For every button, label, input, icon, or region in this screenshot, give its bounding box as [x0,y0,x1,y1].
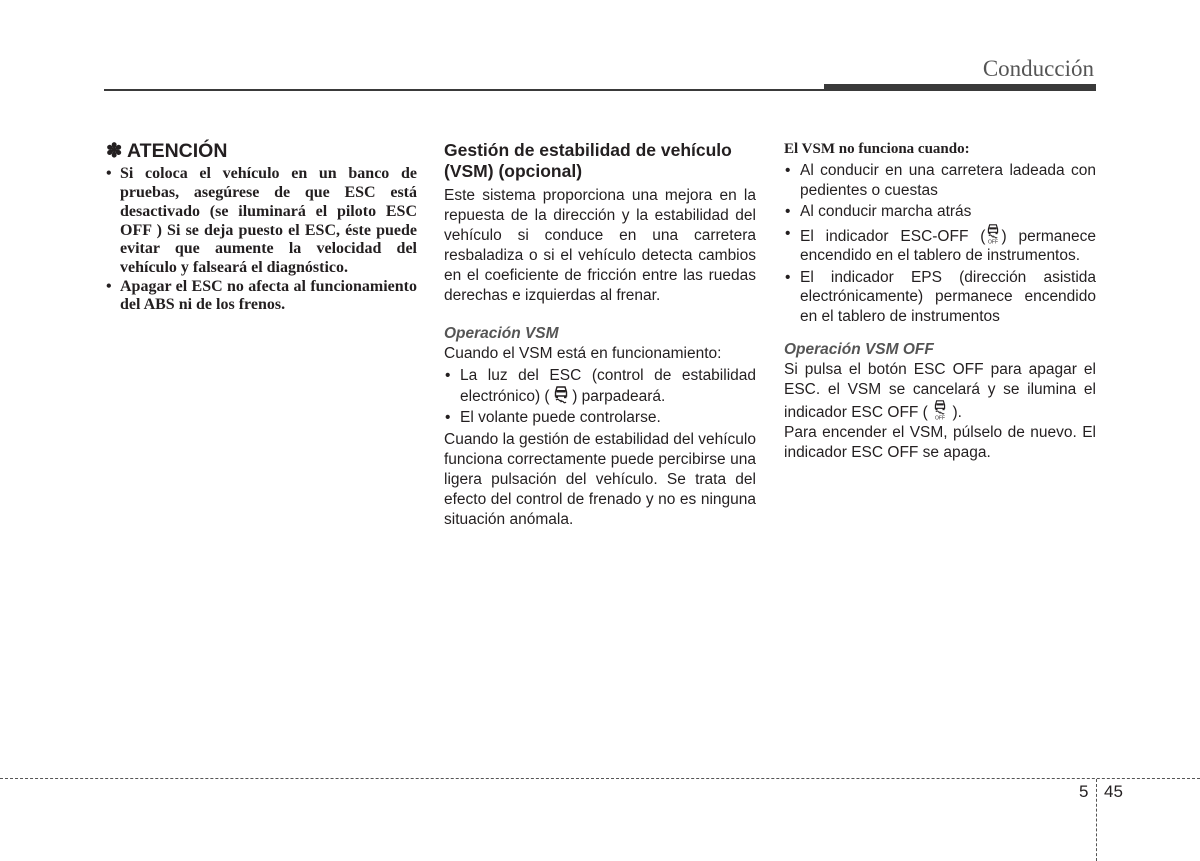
esc-skid-car-icon [554,386,568,404]
list-item: • El indicador ESC-OFF ( OFF ) permanece encendido en el tablero de instrumentos. [784,224,1096,266]
attention-item: • Si coloca el vehículo en un banco de pruebas, asegúrese de que ESC está desactivado (se iluminará el piloto ESC OFF ) Si se deja puesto el ESC, éste puede evitar que aumente la velocidad del vehículo y falseará el diagnóstico. [106,165,417,277]
vsm-operation-list [444,366,756,428]
footer-divider [1096,779,1097,861]
attention-list [106,165,417,315]
list-item: • El volante puede controlarse. [444,408,756,428]
vsm-not-working-list [784,161,1096,326]
vsm-section-title: Gestión de estabilidad de vehículo (VSM) (opcional) [444,140,732,181]
list-item: • El indicador EPS (dirección asistida electrónicamente) permanece encendido en el tablero de instrumentos [784,268,1096,327]
attention-title: ✽ ATENCIÓN [106,140,228,162]
esc-off-car-icon [932,400,948,420]
list-item: • Al conducir marcha atrás [784,202,1096,222]
vsm-section [444,140,756,530]
esc-off-icon-label: OFF [988,239,999,244]
vsm-off-title: Operación VSM OFF [784,341,934,358]
page-number: 45 [1104,782,1123,801]
attention-box [106,140,417,315]
vsm-intro-paragraph: Este sistema proporciona una mejora en la repuesta de la dirección y la estabilidad del vehículo si conduce en una carretera resbaladiza o si el vehículo detecta cambios en el coeficiente de fricción entre las ruedas derechas e izquierdas al frenar. [444,187,756,304]
list-item: • Al conducir en una carretera ladeada con pedientes o cuestas [784,161,1096,200]
esc-off-icon-label: OFF [935,415,946,420]
chapter-number: 5 [1079,782,1089,801]
vsm-operation-body: Cuando la gestión de estabilidad del vehículo funciona correctamente puede percibirse una ligera pulsación del vehículo. Se trata del efecto del control de frenado y no es ninguna situación anómala. [444,430,756,528]
list-item: • La luz del ESC (control de estabilidad electrónico) ( ) parpadeará. [444,366,756,406]
vsm-operation-title: Operación VSM [444,325,559,342]
footer-rule [0,778,1200,779]
chapter-header-title: Conducción [982,56,1094,81]
vsm-not-working-section [784,140,1096,463]
header-rule [104,89,824,91]
vsm-on-paragraph: Para encender el VSM, púlselo de nuevo. El indicador ESC OFF se apaga. [784,424,1096,461]
vsm-off-paragraph: Si pulsa el botón ESC OFF para apagar el ESC. el VSM se cancelará y se ilumina el indicador ESC OFF ( OFF ). [784,361,1096,421]
vsm-not-working-title: El VSM no funciona cuando: [784,141,970,157]
header-rule-accent [824,84,1096,91]
vsm-operation-lead: Cuando el VSM está en funcionamiento: [444,345,722,362]
esc-off-car-icon [985,224,1001,244]
attention-item: • Apagar el ESC no afecta al funcionamiento del ABS ni de los frenos. [106,278,417,315]
